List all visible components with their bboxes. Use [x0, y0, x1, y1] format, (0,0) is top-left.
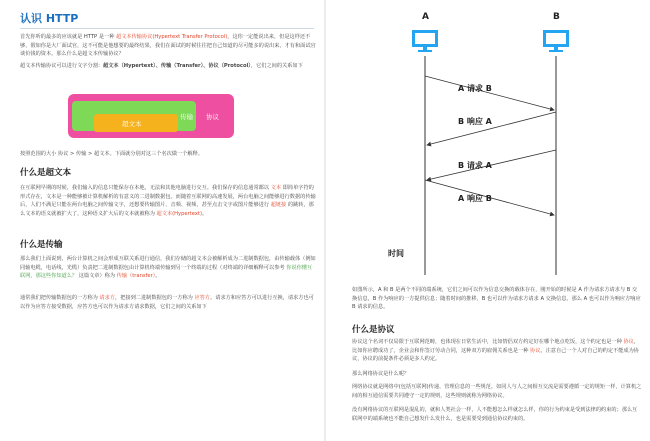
question-line: 那么网络协议是什么呢？: [352, 371, 410, 377]
diagram-explanation: 如图所示，A 和 B 是两个不同的端系统，它们之间可以作为信息交换的载体存在，刚开始的时候是 A 作为请求方请求与 B 交换信息，B 作为响应的一方提供信息；随着时间的推移，B 也可以作为请求方请求 A 交换信息，那么 A 也可以作为响应方响应 B 请求的信息。: [352, 287, 641, 310]
hypertext-layer: [94, 114, 178, 132]
split-text-2: ，它们之间的关系如下: [250, 63, 303, 69]
intro-paragraph: [20, 33, 316, 59]
party-a-label: A: [422, 12, 429, 22]
hypertext-text: 在互联网早期的时候，我们输入的信息只能保存在本地，无法和其他电脑进行交互。我们保存的信息通常都以: [20, 185, 271, 191]
hypertext-text-3: 的跳转，那么文本的语义就被扩大了，这种语义扩大后的文本就被称为: [20, 202, 314, 217]
term-hypertext: 超文本(Hypertext): [156, 210, 202, 217]
protocol-text-3: 。注意自己一个人对自己的约定不能成为协议，协议的前提条件必须是多人约定。: [352, 347, 639, 362]
article-link[interactable]: 你说你懂互联网，那这些你知道么？: [20, 264, 313, 279]
transfer-paragraph-2: [20, 294, 316, 311]
party-b-label: B: [553, 12, 560, 22]
right-page: [326, 0, 650, 441]
heading-protocol: 什么是协议: [352, 325, 395, 335]
term-transfer: 传输（transfer）: [116, 273, 156, 279]
roles-text: 通常我们把传输数据包的一方称为: [20, 295, 100, 301]
protocol-paragraph: [352, 338, 642, 364]
transfer-text-3: 。: [155, 273, 161, 279]
term-protocol-2: 协议: [530, 347, 541, 354]
title-divider: [20, 28, 314, 29]
roles-text-3: 。请求方和应答方可以进行互换，请求方也可以作为应答方接受数据，应答方也可以作为请求方请求数据，它们之间的关系如下: [20, 295, 314, 310]
msg-b-request-a: B 请求 A: [458, 161, 492, 170]
hypertext-paragraph: [20, 184, 316, 218]
transfer-label: 传输: [180, 113, 193, 121]
term-responder: 应答方: [194, 295, 211, 301]
term-requester: 请求方: [99, 295, 116, 301]
term-text: 文本: [270, 185, 282, 191]
time-label: 时间: [388, 249, 404, 258]
roles-text-2: ，把接到二进制数据包的一方称为: [115, 295, 195, 301]
page-title: 认识 HTTP: [20, 12, 79, 25]
hypertext-text-4: 。: [201, 210, 208, 217]
transfer-paragraph: [20, 255, 316, 281]
range-paragraph: 按照范围的大小 协议 > 传输 > 超文本。下面就分别对这三个名次做一个解释。: [20, 151, 203, 157]
protocol-label: 协议: [206, 113, 219, 121]
left-page: [0, 0, 324, 441]
heading-hypertext: 什么是超文本: [20, 168, 72, 178]
heading-transfer: 什么是传输: [20, 240, 63, 250]
split-paragraph: [20, 62, 316, 71]
intro-text-2: ，这你一定能说出来，但是这样还不够，假如你是大厂面试官，这不可能是他想要的最终结果，我们在面试的时候往往把自己知道的尽可能多的说出来，才有和面试官谈价钱的资本。那么什么是超文本传输协议？: [20, 34, 316, 57]
transfer-text: 那么我们上面说到，两台计算机之间会形成互联关系进行通信，我们存储的超文本会被解析成为二进制数据包，由传输载体（例如同轴电缆，电话线，光缆）负责把二进制数据包由计算机终端传输到另一个终端的过程（对终端的详细解释可以参考: [20, 256, 316, 271]
transfer-text-2: 这篇文章）称为: [77, 273, 117, 279]
protocol-text-2: ，比如你应聘成功了，企业会和你签订劳动合同，这种双方的雇佣关系也是一种: [352, 339, 639, 354]
msg-b-response-a: B 响应 A: [458, 117, 492, 126]
sequence-diagram: [326, 0, 650, 290]
hypertext-text-2: 即简单字符的形式存在，文本是一种能够被计算机解析的有意义的二进制数据包。而随着互联网的高速发展，两台电脑之间能够进行数据的传输后，人们不满足只能在两台电脑之间传输文字，还想要传输图片、音频、视频，甚至点击文字或图片能够进行: [20, 185, 316, 208]
network-protocol-paragraph: 网络协议就是网络中(包括互联网)传递、管理信息的一些规范。如同人与人之间相互交流是需要遵循一定的规矩一样，计算机之间的相互通信需要共同遵守一定的规则，这些规则就称为网络协议。: [352, 384, 642, 399]
intro-text: 首先你听的最多的应该就是 HTTP 是一种: [20, 34, 117, 40]
network-protocol-paragraph-2: 没有网络协议的互联网是混乱的，就和人类社会一样，人不能想怎么样就怎么样，你的行为约束是受到法律的约束的；那么互联网中的端系统也不能自己想发什么发什么，也是需要受到通信协议约束的。: [352, 407, 638, 422]
split-terms: 超文本（Hypertext）、传输（Transfer）、协议（Protocol）: [103, 63, 251, 69]
hypertext-label: 超文本: [122, 120, 142, 128]
msg-a-response-b: A 响应 B: [458, 194, 492, 203]
intro-highlight: 超文本传输协议(Hypertext Transfer Protocol): [116, 34, 228, 40]
term-protocol: 协议: [623, 339, 634, 345]
split-text: 超文本传输协议可以进行文字分割：: [20, 63, 104, 69]
transfer-layer: [72, 101, 196, 131]
protocol-text: 协议这个名词不仅局限于互联网范畴，也体现在日常生活中，比如情侣双方约定好在哪个地点吃饭，这个约定也是一种: [352, 339, 624, 345]
term-hyperlink: 超链接: [270, 202, 287, 208]
msg-a-request-b: A 请求 B: [458, 84, 492, 93]
layer-diagram: [68, 94, 234, 138]
